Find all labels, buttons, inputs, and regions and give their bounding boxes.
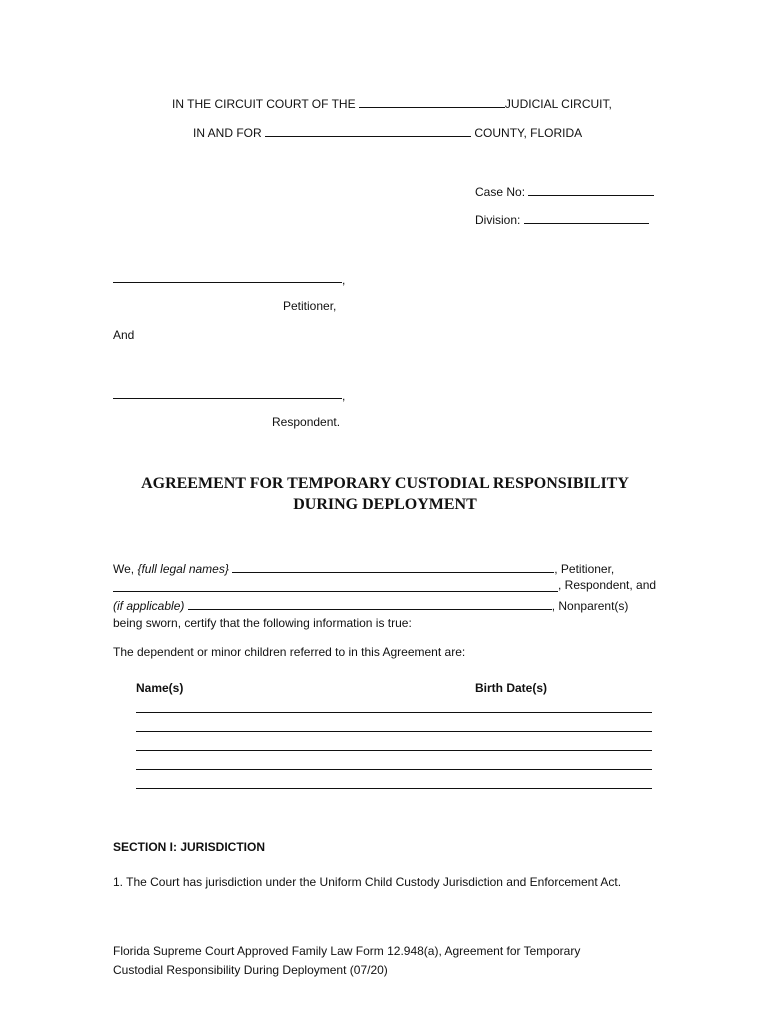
- child-entry-line[interactable]: [136, 712, 652, 713]
- section-1-heading: SECTION I: JURISDICTION: [113, 840, 266, 854]
- and-label: And: [113, 328, 135, 342]
- court-header-suffix: JUDICIAL CIRCUIT,: [504, 97, 612, 111]
- section-1-item-1: 1. The Court has jurisdiction under the Uniform Child Custody Jurisdiction and Enforcement Act.: [113, 875, 622, 889]
- case-no-label: Case No:: [475, 185, 526, 199]
- respondent-role-label: , Respondent, and: [558, 578, 657, 592]
- children-intro: The dependent or minor children referred to in this Agreement are:: [113, 645, 466, 659]
- form-title-line-2: DURING DEPLOYMENT: [293, 496, 477, 513]
- petitioner-label: Petitioner,: [283, 299, 337, 313]
- division-label: Division:: [475, 213, 521, 227]
- name-column-header: Name(s): [136, 681, 184, 695]
- petitioner-role-label: , Petitioner,: [554, 562, 615, 576]
- respondent-name-field[interactable]: [113, 398, 342, 399]
- court-header-line-2: [193, 124, 582, 140]
- petitioner-full-name-field[interactable]: [232, 560, 554, 573]
- nonparent-role-label: , Nonparent(s): [551, 599, 629, 613]
- petitioner-name-field[interactable]: [113, 282, 342, 283]
- petitioner-comma: ,: [342, 273, 346, 287]
- judicial-circuit-field[interactable]: [359, 95, 505, 108]
- division-field[interactable]: [524, 211, 649, 224]
- case-no-row: [475, 183, 654, 199]
- sworn-statement: being sworn, certify that the following information is true:: [113, 616, 412, 630]
- footer-line-2: Custodial Responsibility During Deployment (07/20): [113, 963, 388, 977]
- birth-date-column-header: Birth Date(s): [475, 681, 548, 695]
- we-row: [113, 560, 614, 576]
- child-entry-line[interactable]: [136, 750, 652, 751]
- nonparent-row: [113, 597, 628, 613]
- child-entry-line[interactable]: [136, 788, 652, 789]
- child-entry-line[interactable]: [136, 769, 652, 770]
- county-field[interactable]: [265, 124, 471, 137]
- nonparent-name-field[interactable]: [188, 597, 552, 610]
- division-row: [475, 211, 649, 227]
- child-entry-line[interactable]: [136, 731, 652, 732]
- we-label: We,: [113, 562, 135, 576]
- form-footer: [113, 942, 580, 980]
- county-prefix: IN AND FOR: [193, 126, 262, 140]
- court-header-line-1: [172, 95, 612, 111]
- footer-line-1: Florida Supreme Court Approved Family Law Form 12.948(a), Agreement for Temporary: [113, 944, 581, 958]
- court-header-prefix: IN THE CIRCUIT COURT OF THE: [172, 97, 356, 111]
- county-suffix: COUNTY, FLORIDA: [474, 126, 583, 140]
- respondent-comma: ,: [342, 389, 346, 403]
- case-no-field[interactable]: [528, 183, 654, 196]
- form-title-line-1: AGREEMENT FOR TEMPORARY CUSTODIAL RESPONSIBILITY: [141, 475, 629, 492]
- if-applicable-label: (if applicable): [113, 599, 185, 613]
- full-legal-names-label: {full legal names}: [137, 562, 229, 576]
- respondent-full-name-field[interactable]: [113, 591, 558, 592]
- respondent-label: Respondent.: [272, 415, 341, 429]
